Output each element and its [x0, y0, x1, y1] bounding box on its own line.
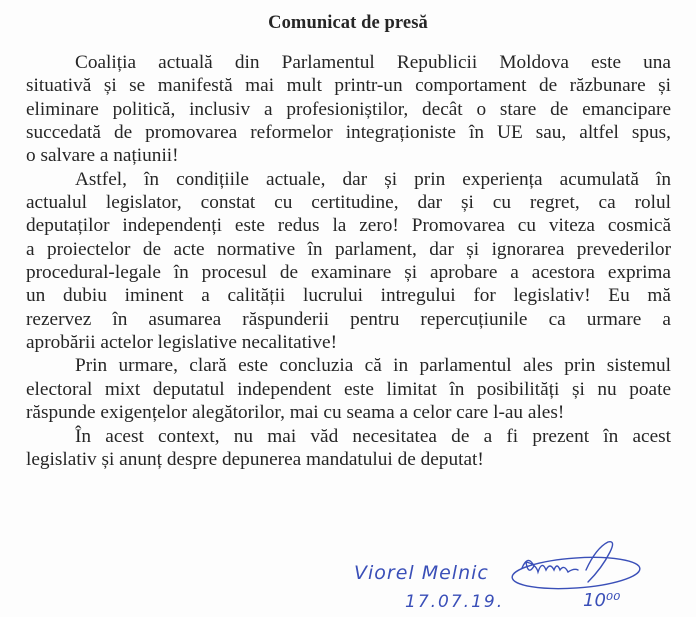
text-line: electoral mixt deputatul independent este limitat în posibilități și nu poate	[26, 378, 671, 400]
text-line: succedată de promovarea reformelor integraționiste în UE sau, altfel spus,	[26, 122, 671, 144]
paragraph-3	[26, 354, 671, 424]
text-line: o salvare a națiunii!	[26, 145, 179, 167]
text-line: Prin urmare, clară este concluzia că in parlamentul ales prin sistemul	[75, 355, 671, 377]
text-line: actualul legislator, constat cu certitudine, dar și cu regret, ca rolul	[26, 192, 671, 214]
document-title: Comunicat de presă	[268, 13, 428, 33]
text-line: eliminare politică, inclusiv a profesioniștilor, decât o stare de emancipare	[26, 98, 671, 120]
text-line: legislativ și anunț despre depunerea mandatului de deputat!	[26, 448, 484, 470]
paragraph-1	[26, 51, 671, 168]
signature-name: Viorel Melnic	[354, 562, 489, 584]
paragraph-2	[26, 168, 671, 355]
paragraph-4	[26, 425, 671, 472]
handwritten-signature-icon	[508, 540, 658, 596]
text-line: rezervez în asumarea răspunderii pentru repercuțiunile ca urmare a	[26, 308, 671, 330]
text-line: situativă și se manifestă mai mult printr-un comportament de răzbunare și	[26, 75, 671, 97]
text-line: procedural-legale în procesul de examinare și aprobare a acestora exprima	[26, 262, 671, 284]
signature-date: 17.07.19.	[405, 592, 505, 612]
text-line: Coaliția actuală din Parlamentul Republicii Moldova este una	[75, 52, 671, 73]
document-body	[26, 51, 671, 471]
text-line: În acest context, nu mai văd necesitatea de a fi prezent în acest	[75, 425, 671, 447]
signature-time: 10⁰⁰	[583, 590, 621, 611]
text-line: a proiectelor de acte normative în parlament, dar și ignorarea prevederilor	[26, 238, 671, 260]
text-line: aprobării actelor legislative necalitative!	[26, 332, 338, 354]
text-line: deputaților independenți este redus la zero! Promovarea cu viteza cosmică	[26, 215, 671, 237]
text-line: un dubiu iminent a calității lucrului intregului for legislativ! Eu mă	[26, 285, 671, 307]
text-line: răspunde exigențelor alegătorilor, mai cu seama a celor care l-au ales!	[26, 402, 565, 424]
text-line: Astfel, în condițiile actuale, dar și prin experiența acumulată în	[75, 168, 671, 190]
